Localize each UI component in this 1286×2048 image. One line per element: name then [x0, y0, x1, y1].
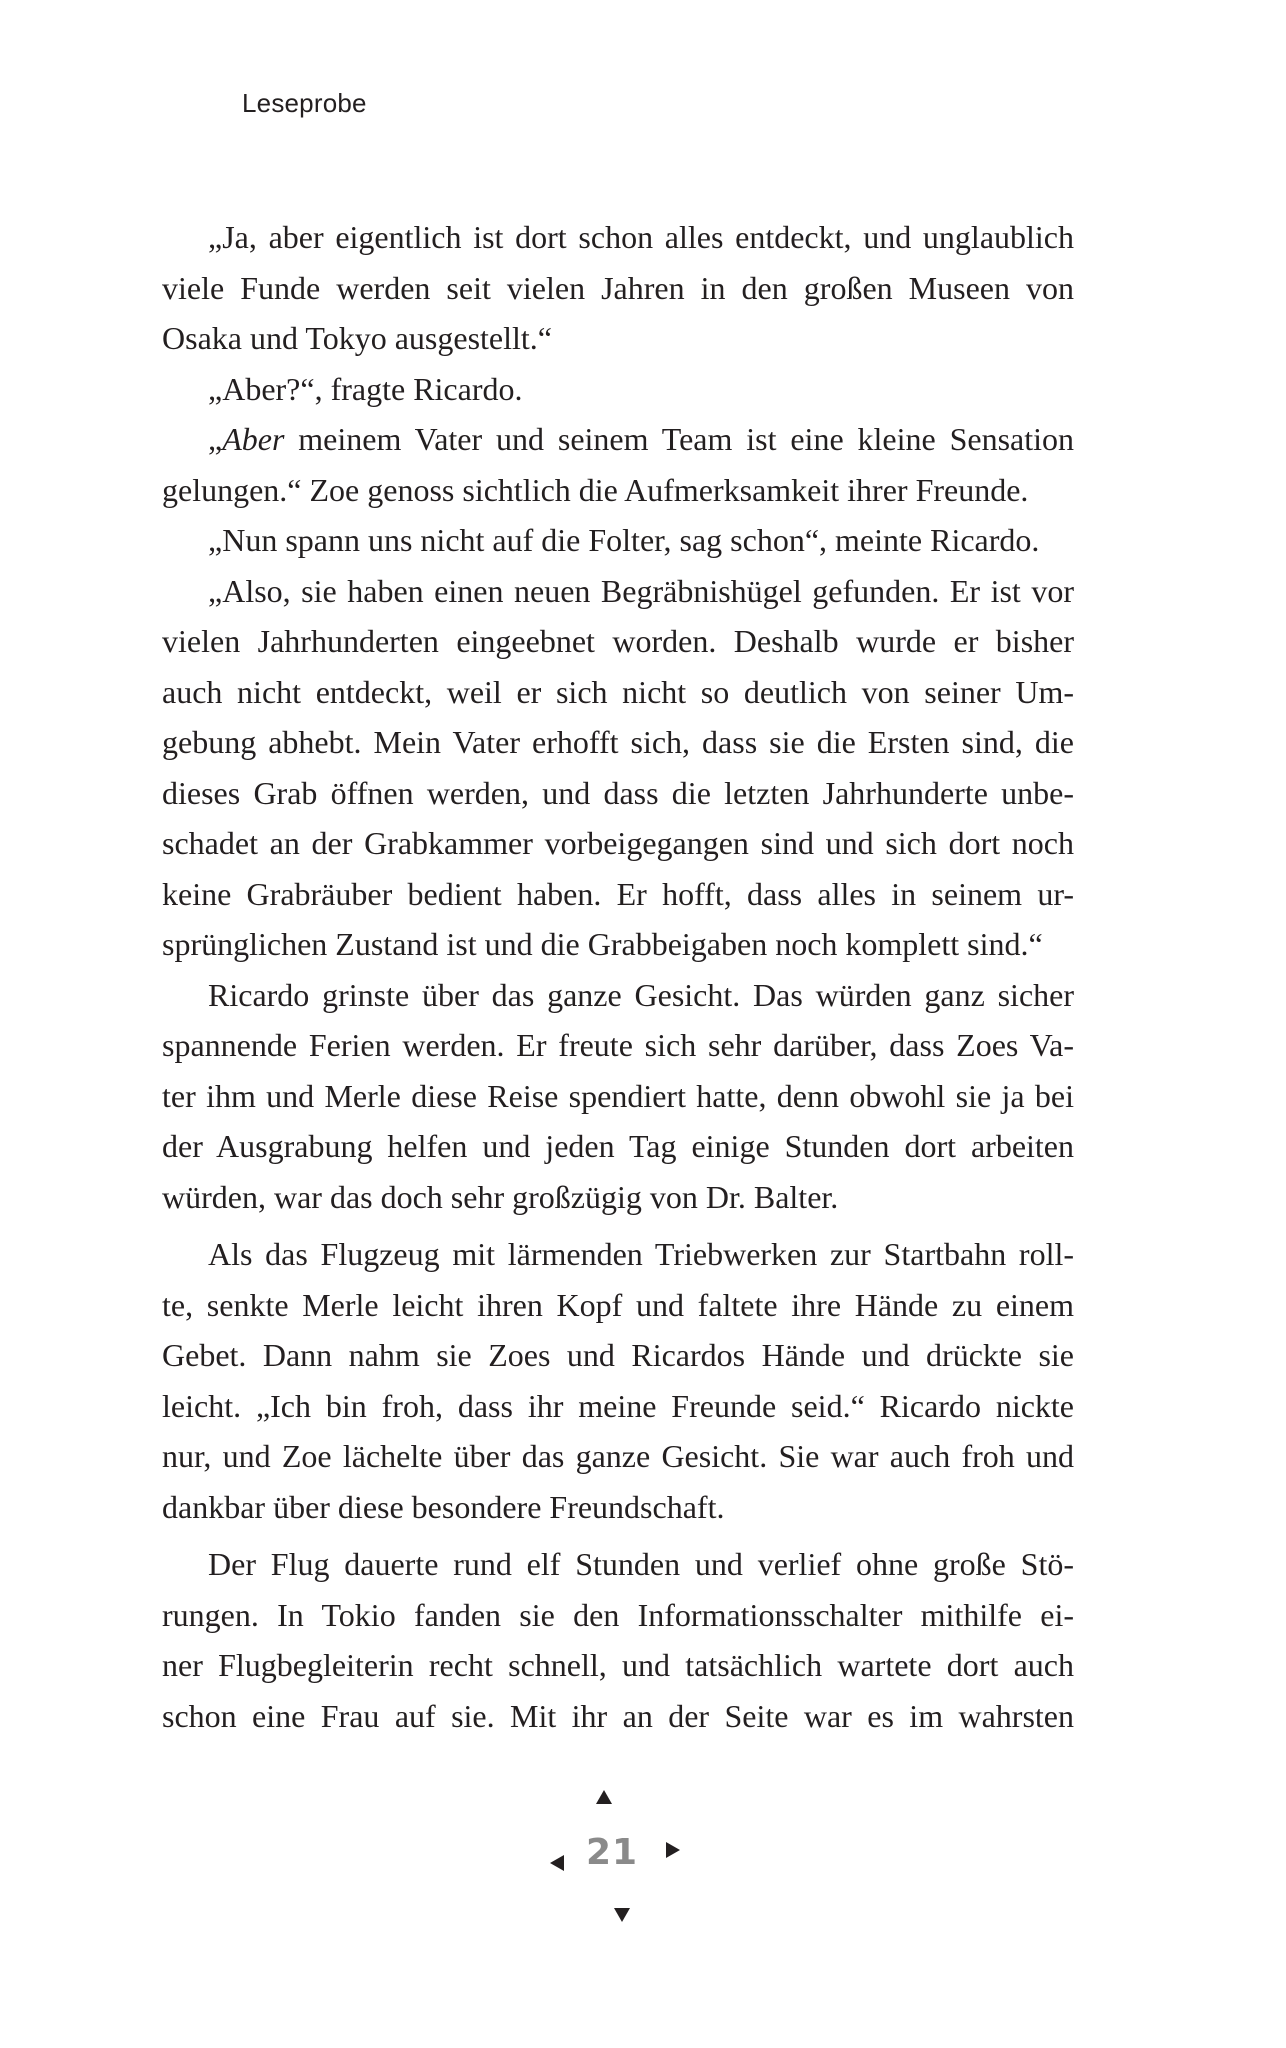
text-line: Gebet. Dann nahm sie Zoes und Ricardos Hände und drückte sie — [162, 1337, 1074, 1373]
text-line: „Ja, aber eigentlich ist dort schon alles entdeckt, und unglaublich — [208, 219, 1074, 255]
triangle-left-icon — [550, 1855, 564, 1871]
paragraph-gap — [162, 1222, 1074, 1229]
text-line: ter ihm und Merle diese Reise spendiert hatte, denn obwohl sie ja bei — [162, 1077, 1074, 1114]
text-line: „Nun spann uns nicht auf die Folter, sag schon“, meinte Ricardo. — [208, 522, 1040, 558]
text-line: „Also, sie haben einen neuen Begräbnishügel gefunden. Er ist vor — [208, 572, 1074, 609]
text-line: gebung abhebt. Mein Vater erhofft sich, dass sie die Ersten sind, die — [162, 724, 1074, 760]
running-header: Leseprobe — [242, 88, 367, 118]
triangle-down-icon — [614, 1908, 630, 1922]
text-line: ner Flugbegleiterin recht schnell, und tatsächlich wartete dort auch — [162, 1647, 1074, 1683]
text-line: te, senkte Merle leicht ihren Kopf und faltete ihre Hände zu einem — [162, 1286, 1074, 1323]
body-text — [162, 212, 1074, 1741]
emphasis: Aber — [222, 421, 285, 457]
text-line: spannende Ferien werden. Er freute sich sehr darüber, dass Zoes Va- — [162, 1027, 1074, 1063]
text-line: rungen. In Tokio fanden sie den Informationsschalter mithilfe ei- — [162, 1596, 1074, 1633]
text-line: auch nicht entdeckt, weil er sich nicht so deutlich von seiner Um- — [162, 673, 1074, 710]
text-line: der Ausgrabung helfen und jeden Tag einige Stunden dort arbeiten — [162, 1128, 1074, 1164]
text-line: Als das Flugzeug mit lärmenden Triebwerken zur Startbahn roll- — [208, 1236, 1074, 1272]
paragraph-gap — [162, 1532, 1074, 1539]
text-line: leicht. „Ich bin froh, dass ihr meine Freunde seid.“ Ricardo nickte — [162, 1387, 1074, 1424]
page-number: 21 — [585, 1832, 639, 1873]
triangle-right-icon — [666, 1842, 680, 1858]
text-line: gelungen.“ Zoe genoss sichtlich die Aufmerksamkeit ihrer Freunde. — [162, 471, 1029, 508]
text-line: viele Funde werden seit vielen Jahren in den großen Museen von — [162, 269, 1074, 306]
text-line: Der Flug dauerte rund elf Stunden und verlief ohne große Stö- — [208, 1546, 1074, 1582]
text-line: nur, und Zoe lächelte über das ganze Gesicht. Sie war auch froh und — [162, 1438, 1074, 1474]
text-line: Osaka und Tokyo ausgestellt.“ — [162, 320, 552, 356]
text-line: keine Grabräuber bedient haben. Er hofft, dass alles in seinem ur- — [162, 875, 1074, 912]
text-line: Ricardo grinste über das ganze Gesicht. Das würden ganz sicher — [208, 976, 1074, 1013]
triangle-up-icon — [596, 1790, 612, 1804]
text-line: „Aber meinem Vater und seinem Team ist eine kleine Sensation — [208, 421, 1074, 457]
text-line: würden, war das doch sehr großzügig von Dr. Balter. — [162, 1178, 839, 1215]
page-number-ornament — [540, 1780, 680, 1930]
text-line: dankbar über diese besondere Freundschaft. — [162, 1488, 725, 1525]
text-line: vielen Jahrhunderten eingeebnet worden. Deshalb wurde er bisher — [162, 623, 1074, 659]
text-line: schadet an der Grabkammer vorbeigegangen sind und sich dort noch — [162, 825, 1074, 861]
text-line: „Aber?“, fragte Ricardo. — [208, 370, 523, 407]
text-line: dieses Grab öffnen werden, und dass die letzten Jahrhunderte unbe- — [162, 774, 1074, 811]
text-line: schon eine Frau auf sie. Mit ihr an der Seite war es im wahrsten — [162, 1697, 1074, 1734]
text-line: sprünglichen Zustand ist und die Grabbeigaben noch komplett sind.“ — [162, 926, 1043, 962]
